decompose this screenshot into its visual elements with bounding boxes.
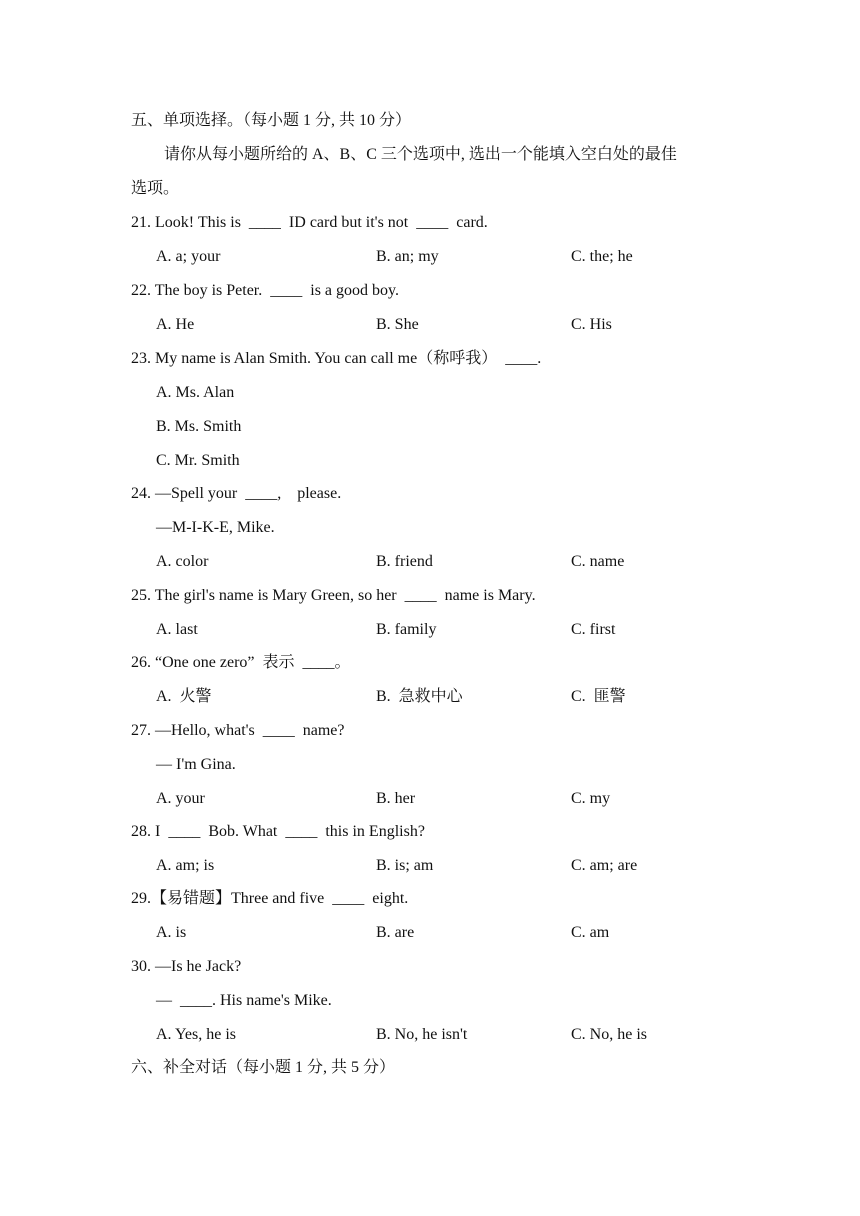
question-28-option-a: A. am; is bbox=[156, 857, 215, 874]
question-26-option-b: B. 急救中心 bbox=[376, 688, 463, 705]
question-30-option-c: C. No, he is bbox=[571, 1026, 647, 1043]
question-26-option-a: A. 火警 bbox=[156, 688, 212, 705]
question-29-stem: 29.【易错题】Three and five ____ eight. bbox=[131, 890, 409, 907]
question-25-stem: 25. The girl's name is Mary Green, so her ____ name is Mary. bbox=[131, 587, 536, 604]
question-27-stem: 27. —Hello, what's ____ name? bbox=[131, 722, 345, 739]
question-25-option-b: B. family bbox=[376, 621, 437, 638]
question-30-option-b: B. No, he isn't bbox=[376, 1026, 468, 1043]
question-26-stem: 26. “One one zero” 表示 ____。 bbox=[131, 654, 351, 671]
section-six-title: 六、补全对话（每小题 1 分, 共 5 分） bbox=[131, 1059, 396, 1076]
question-21-option-a: A. a; your bbox=[156, 248, 221, 265]
question-27-reply: — I'm Gina. bbox=[156, 756, 236, 773]
section-five-instructions-line2: 选项。 bbox=[131, 180, 180, 197]
question-22-option-c: C. His bbox=[571, 316, 612, 333]
question-29-option-a: A. is bbox=[156, 924, 187, 941]
question-27-option-b: B. her bbox=[376, 790, 416, 807]
question-28-stem: 28. I ____ Bob. What ____ this in English? bbox=[131, 823, 425, 840]
question-26-option-c: C. 匪警 bbox=[571, 688, 626, 705]
question-27-option-c: C. my bbox=[571, 790, 611, 807]
question-29-option-c: C. am bbox=[571, 924, 610, 941]
question-22-option-a: A. He bbox=[156, 316, 195, 333]
question-22-option-b: B. She bbox=[376, 316, 419, 333]
section-five-instructions-line1: 请你从每小题所给的 A、B、C 三个选项中, 选出一个能填入空白处的最佳 bbox=[164, 146, 677, 163]
question-25-option-a: A. last bbox=[156, 621, 198, 638]
question-30-reply: — ____. His name's Mike. bbox=[156, 992, 332, 1009]
question-29-option-b: B. are bbox=[376, 924, 415, 941]
question-28-option-c: C. am; are bbox=[571, 857, 638, 874]
question-24-option-b: B. friend bbox=[376, 553, 433, 570]
question-24-option-a: A. color bbox=[156, 553, 209, 570]
question-23-option-a: A. Ms. Alan bbox=[156, 384, 235, 401]
question-24-reply: —M-I-K-E, Mike. bbox=[156, 519, 275, 536]
question-23-stem: 23. My name is Alan Smith. You can call me（称呼我） ____. bbox=[131, 350, 542, 367]
question-27-option-a: A. your bbox=[156, 790, 205, 807]
question-23-option-b: B. Ms. Smith bbox=[156, 418, 242, 435]
question-21-stem: 21. Look! This is ____ ID card but it's not ____ card. bbox=[131, 214, 488, 231]
question-21-option-c: C. the; he bbox=[571, 248, 633, 265]
question-21-option-b: B. an; my bbox=[376, 248, 439, 265]
question-30-option-a: A. Yes, he is bbox=[156, 1026, 237, 1043]
question-28-option-b: B. is; am bbox=[376, 857, 434, 874]
question-23-option-c: C. Mr. Smith bbox=[156, 452, 240, 469]
question-25-option-c: C. first bbox=[571, 621, 616, 638]
question-24-stem: 24. —Spell your ____, please. bbox=[131, 485, 342, 502]
question-22-stem: 22. The boy is Peter. ____ is a good boy. bbox=[131, 282, 399, 299]
question-24-option-c: C. name bbox=[571, 553, 625, 570]
question-30-stem: 30. —Is he Jack? bbox=[131, 958, 242, 975]
section-five-title: 五、单项选择。（每小题 1 分, 共 10 分） bbox=[131, 112, 412, 129]
